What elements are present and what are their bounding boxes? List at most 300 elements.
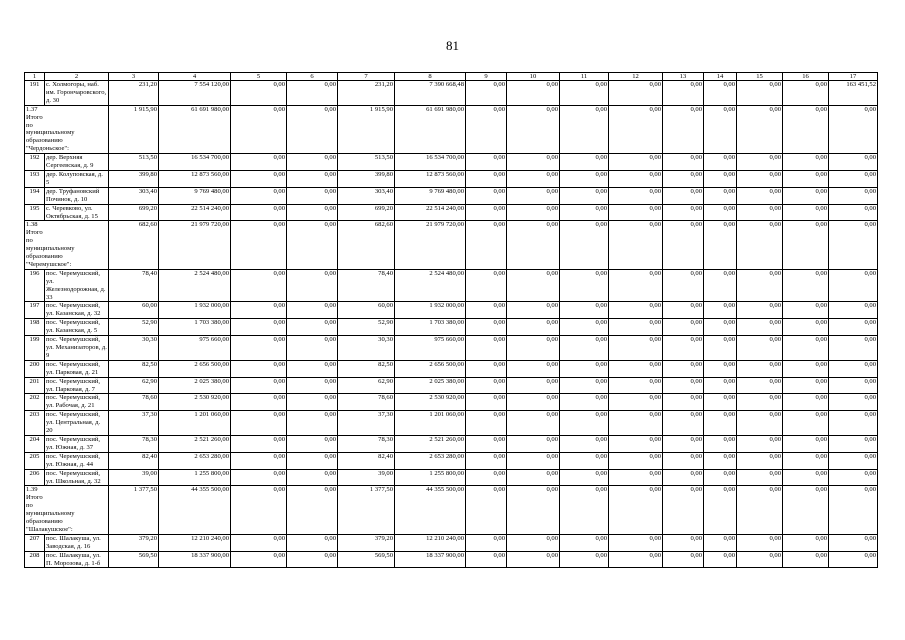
value-cell-col-17: 0,00 — [829, 187, 878, 204]
value-cell-col-4: 61 691 980,00 — [159, 105, 231, 153]
value-cell-col-7: 78,40 — [338, 269, 395, 302]
address-cell: пос. Черемушский, ул. Казанская, д. 5 — [45, 319, 109, 336]
value-cell-col-16: 0,00 — [783, 435, 829, 452]
value-cell-col-17: 0,00 — [829, 486, 878, 534]
value-cell-col-4: 1 201 060,00 — [159, 411, 231, 436]
value-cell-col-7: 78,60 — [338, 394, 395, 411]
value-cell-col-9: 0,00 — [466, 170, 507, 187]
value-cell-col-4: 1 932 000,00 — [159, 302, 231, 319]
address-cell: пос. Черемушский, ул. Рабочая, д. 21 — [45, 394, 109, 411]
value-cell-col-10: 0,00 — [507, 336, 560, 361]
address-cell: пос. Черемушский, ул. Парковая, д. 7 — [45, 377, 109, 394]
value-cell-col-4: 18 337 900,00 — [159, 551, 231, 568]
value-cell-col-9: 0,00 — [466, 204, 507, 221]
value-cell-col-7: 569,50 — [338, 551, 395, 568]
value-cell-col-8: 44 355 500,00 — [395, 486, 466, 534]
column-number-7: 7 — [338, 73, 395, 81]
value-cell-col-7: 37,30 — [338, 411, 395, 436]
value-cell-col-16: 0,00 — [783, 319, 829, 336]
value-cell-col-14: 0,00 — [704, 81, 737, 106]
value-cell-col-7: 39,00 — [338, 469, 395, 486]
value-cell-col-15: 0,00 — [737, 302, 783, 319]
value-cell-col-9: 0,00 — [466, 269, 507, 302]
value-cell-col-3: 569,50 — [109, 551, 159, 568]
value-cell-col-5: 0,00 — [231, 221, 287, 269]
row-number: 195 — [25, 204, 45, 221]
value-cell-col-7: 1 915,90 — [338, 105, 395, 153]
value-cell-col-14: 0,00 — [704, 452, 737, 469]
value-cell-col-4: 2 521 260,00 — [159, 435, 231, 452]
value-cell-col-7: 1 377,50 — [338, 486, 395, 534]
value-cell-col-3: 82,40 — [109, 452, 159, 469]
value-cell-col-6: 0,00 — [287, 435, 338, 452]
table-row — [25, 534, 878, 551]
subtotal-label: 1.37 Итого по муниципальному образованию "Чердоньское": — [25, 105, 109, 153]
address-cell: пос. Черемушский, ул. Механизаторов, д. 9 — [46, 336, 107, 359]
value-cell-col-10: 0,00 — [507, 394, 560, 411]
value-cell-col-6: 0,00 — [287, 81, 338, 106]
subtotal-label: 1.39 Итого по муниципальному образованию "Шалакушское": — [25, 486, 109, 534]
value-cell-col-10: 0,00 — [507, 469, 560, 486]
value-cell-col-9: 0,00 — [466, 154, 507, 171]
subtotal-label: 1.38 Итого по муниципальному образованию "Черемушское": — [25, 221, 109, 269]
value-cell-col-15: 0,00 — [737, 435, 783, 452]
table-row — [25, 204, 878, 221]
table-row — [25, 170, 878, 187]
value-cell-col-11: 0,00 — [560, 81, 609, 106]
subtotal-row — [25, 105, 878, 153]
value-cell-col-5: 0,00 — [231, 394, 287, 411]
value-cell-col-15: 0,00 — [737, 486, 783, 534]
value-cell-col-12: 0,00 — [609, 336, 663, 361]
value-cell-col-8: 2 025 380,00 — [395, 377, 466, 394]
value-cell-col-9: 0,00 — [466, 360, 507, 377]
value-cell-col-14: 0,00 — [704, 411, 737, 436]
value-cell-col-17: 0,00 — [829, 534, 878, 551]
value-cell-col-6: 0,00 — [287, 452, 338, 469]
address-cell: пос. Черемушский, ул. Южная, д. 37 — [45, 435, 109, 452]
value-cell-col-4: 2 524 480,00 — [159, 269, 231, 302]
value-cell-col-16: 0,00 — [783, 336, 829, 361]
value-cell-col-3: 303,40 — [109, 187, 159, 204]
value-cell-col-4: 1 255 800,00 — [159, 469, 231, 486]
value-cell-col-5: 0,00 — [231, 469, 287, 486]
address-cell: пос. Черемушский, ул. Казанская, д. 32 — [45, 302, 109, 319]
value-cell-col-10: 0,00 — [507, 154, 560, 171]
value-cell-col-11: 0,00 — [560, 452, 609, 469]
value-cell-col-16: 0,00 — [783, 204, 829, 221]
value-cell-col-14: 0,00 — [704, 187, 737, 204]
value-cell-col-15: 0,00 — [737, 170, 783, 187]
row-number: 208 — [25, 551, 45, 568]
value-cell-col-12: 0,00 — [609, 269, 663, 302]
value-cell-col-7: 52,90 — [338, 319, 395, 336]
value-cell-col-11: 0,00 — [560, 394, 609, 411]
value-cell-col-3: 52,90 — [109, 319, 159, 336]
housing-program-table — [24, 72, 878, 568]
value-cell-col-12: 0,00 — [609, 360, 663, 377]
value-cell-col-5: 0,00 — [231, 319, 287, 336]
value-cell-col-9: 0,00 — [466, 377, 507, 394]
value-cell-col-17: 0,00 — [829, 469, 878, 486]
value-cell-col-16: 0,00 — [783, 302, 829, 319]
value-cell-col-8: 21 979 720,00 — [395, 221, 466, 269]
value-cell-col-6: 0,00 — [287, 394, 338, 411]
row-number: 202 — [25, 394, 45, 411]
value-cell-col-17: 0,00 — [829, 377, 878, 394]
value-cell-col-12: 0,00 — [609, 187, 663, 204]
value-cell-col-7: 379,20 — [338, 534, 395, 551]
value-cell-col-12: 0,00 — [609, 469, 663, 486]
value-cell-col-9: 0,00 — [466, 534, 507, 551]
value-cell-col-16: 0,00 — [783, 170, 829, 187]
value-cell-col-8: 12 210 240,00 — [395, 534, 466, 551]
value-cell-col-15: 0,00 — [737, 204, 783, 221]
value-cell-col-16: 0,00 — [783, 534, 829, 551]
value-cell-col-11: 0,00 — [560, 170, 609, 187]
value-cell-col-12: 0,00 — [609, 394, 663, 411]
value-cell-col-11: 0,00 — [560, 469, 609, 486]
value-cell-col-9: 0,00 — [466, 187, 507, 204]
column-number-2: 2 — [45, 73, 109, 81]
value-cell-col-5: 0,00 — [231, 302, 287, 319]
value-cell-col-8: 2 521 260,00 — [395, 435, 466, 452]
table-body — [25, 81, 878, 568]
value-cell-col-17: 0,00 — [829, 435, 878, 452]
value-cell-col-13: 0,00 — [663, 551, 704, 568]
value-cell-col-3: 78,30 — [109, 435, 159, 452]
value-cell-col-10: 0,00 — [507, 377, 560, 394]
value-cell-col-7: 303,40 — [338, 187, 395, 204]
column-number-row — [25, 73, 878, 81]
value-cell-col-11: 0,00 — [560, 105, 609, 153]
value-cell-col-16: 0,00 — [783, 394, 829, 411]
column-number-11: 11 — [560, 73, 609, 81]
value-cell-col-4: 16 534 700,00 — [159, 154, 231, 171]
value-cell-col-12: 0,00 — [609, 204, 663, 221]
value-cell-col-7: 30,30 — [338, 336, 395, 361]
value-cell-col-11: 0,00 — [560, 269, 609, 302]
table-row — [25, 187, 878, 204]
value-cell-col-13: 0,00 — [663, 105, 704, 153]
value-cell-col-4: 1 703 380,00 — [159, 319, 231, 336]
value-cell-col-17: 0,00 — [829, 105, 878, 153]
value-cell-col-15: 0,00 — [737, 411, 783, 436]
value-cell-col-6: 0,00 — [287, 411, 338, 436]
value-cell-col-17: 163 451,52 — [829, 81, 878, 106]
value-cell-col-15: 0,00 — [737, 269, 783, 302]
column-number-4: 4 — [159, 73, 231, 81]
row-number: 191 — [25, 81, 45, 106]
value-cell-col-13: 0,00 — [663, 360, 704, 377]
value-cell-col-13: 0,00 — [663, 469, 704, 486]
value-cell-col-11: 0,00 — [560, 204, 609, 221]
value-cell-col-10: 0,00 — [507, 81, 560, 106]
value-cell-col-14: 0,00 — [704, 221, 737, 269]
value-cell-col-17: 0,00 — [829, 319, 878, 336]
value-cell-col-11: 0,00 — [560, 221, 609, 269]
value-cell-col-3: 30,30 — [109, 336, 159, 361]
row-number: 206 — [25, 469, 45, 486]
value-cell-col-8: 16 534 700,00 — [395, 154, 466, 171]
value-cell-col-9: 0,00 — [466, 411, 507, 436]
value-cell-col-8: 1 932 000,00 — [395, 302, 466, 319]
column-number-5: 5 — [231, 73, 287, 81]
value-cell-col-14: 0,00 — [704, 154, 737, 171]
value-cell-col-13: 0,00 — [663, 170, 704, 187]
value-cell-col-8: 22 514 240,00 — [395, 204, 466, 221]
value-cell-col-11: 0,00 — [560, 486, 609, 534]
value-cell-col-4: 2 025 380,00 — [159, 377, 231, 394]
value-cell-col-12: 0,00 — [609, 221, 663, 269]
value-cell-col-13: 0,00 — [663, 394, 704, 411]
value-cell-col-15: 0,00 — [737, 319, 783, 336]
value-cell-col-13: 0,00 — [663, 154, 704, 171]
value-cell-col-14: 0,00 — [704, 170, 737, 187]
address-cell: пос. Черемушский, ул. Железнодорожная, д. 33 — [45, 269, 109, 302]
address-cell: дер. Колуповская, д. 5 — [45, 170, 109, 187]
table-row — [25, 154, 878, 171]
value-cell-col-5: 0,00 — [231, 336, 287, 361]
value-cell-col-14: 0,00 — [704, 486, 737, 534]
value-cell-col-7: 399,80 — [338, 170, 395, 187]
value-cell-col-5: 0,00 — [231, 105, 287, 153]
row-number: 203 — [25, 411, 45, 436]
value-cell-col-16: 0,00 — [783, 187, 829, 204]
value-cell-col-3: 513,50 — [109, 154, 159, 171]
table-row — [25, 269, 878, 302]
row-number: 200 — [25, 360, 45, 377]
value-cell-col-16: 0,00 — [783, 154, 829, 171]
value-cell-col-15: 0,00 — [737, 394, 783, 411]
value-cell-col-17: 0,00 — [829, 221, 878, 269]
value-cell-col-11: 0,00 — [560, 302, 609, 319]
row-number: 192 — [25, 154, 45, 171]
table-row — [25, 81, 878, 106]
value-cell-col-14: 0,00 — [704, 105, 737, 153]
value-cell-col-7: 82,40 — [338, 452, 395, 469]
value-cell-col-5: 0,00 — [231, 452, 287, 469]
value-cell-col-6: 0,00 — [287, 302, 338, 319]
value-cell-col-17: 0,00 — [829, 154, 878, 171]
value-cell-col-7: 699,20 — [338, 204, 395, 221]
value-cell-col-12: 0,00 — [609, 302, 663, 319]
column-number-1: 1 — [25, 73, 45, 81]
value-cell-col-9: 0,00 — [466, 221, 507, 269]
row-number: 197 — [25, 302, 45, 319]
value-cell-col-16: 0,00 — [783, 377, 829, 394]
column-number-17: 17 — [829, 73, 878, 81]
value-cell-col-15: 0,00 — [737, 105, 783, 153]
address-cell: пос. Шалакуша, ул. П. Морозова, д. 1-б — [45, 551, 109, 568]
value-cell-col-11: 0,00 — [560, 534, 609, 551]
address-cell: пос. Шалакуша, ул. Заводская, д. 16 — [45, 534, 109, 551]
value-cell-col-16: 0,00 — [783, 452, 829, 469]
table-row — [25, 336, 878, 361]
value-cell-col-6: 0,00 — [287, 551, 338, 568]
value-cell-col-3: 1 377,50 — [109, 486, 159, 534]
value-cell-col-3: 699,20 — [109, 204, 159, 221]
table-row — [25, 394, 878, 411]
value-cell-col-15: 0,00 — [737, 534, 783, 551]
value-cell-col-15: 0,00 — [737, 452, 783, 469]
value-cell-col-7: 513,50 — [338, 154, 395, 171]
value-cell-col-10: 0,00 — [507, 551, 560, 568]
value-cell-col-8: 2 530 920,00 — [395, 394, 466, 411]
value-cell-col-11: 0,00 — [560, 336, 609, 361]
value-cell-col-3: 379,20 — [109, 534, 159, 551]
value-cell-col-12: 0,00 — [609, 435, 663, 452]
row-number: 194 — [25, 187, 45, 204]
value-cell-col-15: 0,00 — [737, 336, 783, 361]
value-cell-col-5: 0,00 — [231, 534, 287, 551]
value-cell-col-7: 62,90 — [338, 377, 395, 394]
value-cell-col-3: 62,90 — [109, 377, 159, 394]
value-cell-col-13: 0,00 — [663, 302, 704, 319]
value-cell-col-13: 0,00 — [663, 204, 704, 221]
value-cell-col-6: 0,00 — [287, 534, 338, 551]
value-cell-col-9: 0,00 — [466, 336, 507, 361]
value-cell-col-8: 1 201 060,00 — [395, 411, 466, 436]
row-number: 199 — [25, 336, 45, 361]
value-cell-col-10: 0,00 — [507, 411, 560, 436]
value-cell-col-7: 231,20 — [338, 81, 395, 106]
value-cell-col-13: 0,00 — [663, 435, 704, 452]
value-cell-col-7: 78,30 — [338, 435, 395, 452]
value-cell-col-4: 2 656 500,00 — [159, 360, 231, 377]
value-cell-col-17: 0,00 — [829, 411, 878, 436]
value-cell-col-5: 0,00 — [231, 435, 287, 452]
value-cell-col-5: 0,00 — [231, 551, 287, 568]
value-cell-col-17: 0,00 — [829, 394, 878, 411]
value-cell-col-13: 0,00 — [663, 411, 704, 436]
value-cell-col-7: 60,00 — [338, 302, 395, 319]
value-cell-col-4: 22 514 240,00 — [159, 204, 231, 221]
column-number-8: 8 — [395, 73, 466, 81]
value-cell-col-10: 0,00 — [507, 170, 560, 187]
value-cell-col-11: 0,00 — [560, 360, 609, 377]
value-cell-col-6: 0,00 — [287, 360, 338, 377]
value-cell-col-17: 0,00 — [829, 551, 878, 568]
value-cell-col-15: 0,00 — [737, 81, 783, 106]
value-cell-col-17: 0,00 — [829, 336, 878, 361]
value-cell-col-5: 0,00 — [231, 377, 287, 394]
value-cell-col-13: 0,00 — [663, 319, 704, 336]
table-row — [25, 551, 878, 568]
value-cell-col-10: 0,00 — [507, 204, 560, 221]
value-cell-col-10: 0,00 — [507, 452, 560, 469]
value-cell-col-3: 37,30 — [109, 411, 159, 436]
value-cell-col-9: 0,00 — [466, 486, 507, 534]
value-cell-col-15: 0,00 — [737, 551, 783, 568]
value-cell-col-4: 975 660,00 — [159, 336, 231, 361]
value-cell-col-15: 0,00 — [737, 187, 783, 204]
value-cell-col-5: 0,00 — [231, 486, 287, 534]
value-cell-col-10: 0,00 — [507, 534, 560, 551]
value-cell-col-15: 0,00 — [737, 154, 783, 171]
value-cell-col-17: 0,00 — [829, 360, 878, 377]
table-row — [25, 411, 878, 436]
value-cell-col-3: 682,60 — [109, 221, 159, 269]
value-cell-col-10: 0,00 — [507, 486, 560, 534]
value-cell-col-17: 0,00 — [829, 170, 878, 187]
value-cell-col-9: 0,00 — [466, 319, 507, 336]
value-cell-col-6: 0,00 — [287, 319, 338, 336]
value-cell-col-12: 0,00 — [609, 452, 663, 469]
value-cell-col-16: 0,00 — [783, 551, 829, 568]
value-cell-col-3: 399,80 — [109, 170, 159, 187]
value-cell-col-14: 0,00 — [704, 377, 737, 394]
value-cell-col-8: 1 703 380,00 — [395, 319, 466, 336]
value-cell-col-16: 0,00 — [783, 269, 829, 302]
value-cell-col-16: 0,00 — [783, 469, 829, 486]
value-cell-col-10: 0,00 — [507, 269, 560, 302]
address-cell: пос. Черемушский, ул. Центральная, д. 20 — [45, 411, 109, 436]
column-number-10: 10 — [507, 73, 560, 81]
value-cell-col-11: 0,00 — [560, 377, 609, 394]
value-cell-col-6: 0,00 — [287, 154, 338, 171]
value-cell-col-14: 0,00 — [704, 319, 737, 336]
value-cell-col-16: 0,00 — [783, 411, 829, 436]
value-cell-col-9: 0,00 — [466, 302, 507, 319]
value-cell-col-9: 0,00 — [466, 81, 507, 106]
value-cell-col-4: 12 873 560,00 — [159, 170, 231, 187]
value-cell-col-10: 0,00 — [507, 221, 560, 269]
address-cell: пос. Черемушский, ул. Школьная, д. 32 — [45, 469, 109, 486]
column-number-6: 6 — [287, 73, 338, 81]
value-cell-col-15: 0,00 — [737, 469, 783, 486]
table-row — [25, 435, 878, 452]
address-cell: с. Холмогоры, наб. им. Горончаровского, д. 30 — [45, 81, 109, 106]
value-cell-col-11: 0,00 — [560, 319, 609, 336]
value-cell-col-12: 0,00 — [609, 411, 663, 436]
column-number-16: 16 — [783, 73, 829, 81]
table-row — [25, 377, 878, 394]
value-cell-col-11: 0,00 — [560, 435, 609, 452]
value-cell-col-12: 0,00 — [609, 319, 663, 336]
value-cell-col-13: 0,00 — [663, 377, 704, 394]
value-cell-col-11: 0,00 — [560, 551, 609, 568]
value-cell-col-10: 0,00 — [507, 105, 560, 153]
value-cell-col-17: 0,00 — [829, 452, 878, 469]
value-cell-col-11: 0,00 — [560, 154, 609, 171]
value-cell-col-12: 0,00 — [609, 377, 663, 394]
value-cell-col-17: 0,00 — [829, 269, 878, 302]
value-cell-col-12: 0,00 — [609, 486, 663, 534]
value-cell-col-6: 0,00 — [287, 336, 338, 361]
value-cell-col-14: 0,00 — [704, 269, 737, 302]
row-number: 207 — [25, 534, 45, 551]
value-cell-col-15: 0,00 — [737, 377, 783, 394]
address-cell: пос. Черемушский, ул. Южная, д. 44 — [45, 452, 109, 469]
value-cell-col-5: 0,00 — [231, 204, 287, 221]
value-cell-col-3: 231,20 — [109, 81, 159, 106]
value-cell-col-10: 0,00 — [507, 187, 560, 204]
value-cell-col-12: 0,00 — [609, 170, 663, 187]
value-cell-col-6: 0,00 — [287, 170, 338, 187]
value-cell-col-9: 0,00 — [466, 551, 507, 568]
value-cell-col-8: 18 337 900,00 — [395, 551, 466, 568]
value-cell-col-5: 0,00 — [231, 269, 287, 302]
value-cell-col-8: 61 691 980,00 — [395, 105, 466, 153]
value-cell-col-17: 0,00 — [829, 204, 878, 221]
value-cell-col-9: 0,00 — [466, 394, 507, 411]
value-cell-col-15: 0,00 — [737, 221, 783, 269]
subtotal-row — [25, 221, 878, 269]
value-cell-col-9: 0,00 — [466, 469, 507, 486]
value-cell-col-16: 0,00 — [783, 221, 829, 269]
value-cell-col-16: 0,00 — [783, 105, 829, 153]
